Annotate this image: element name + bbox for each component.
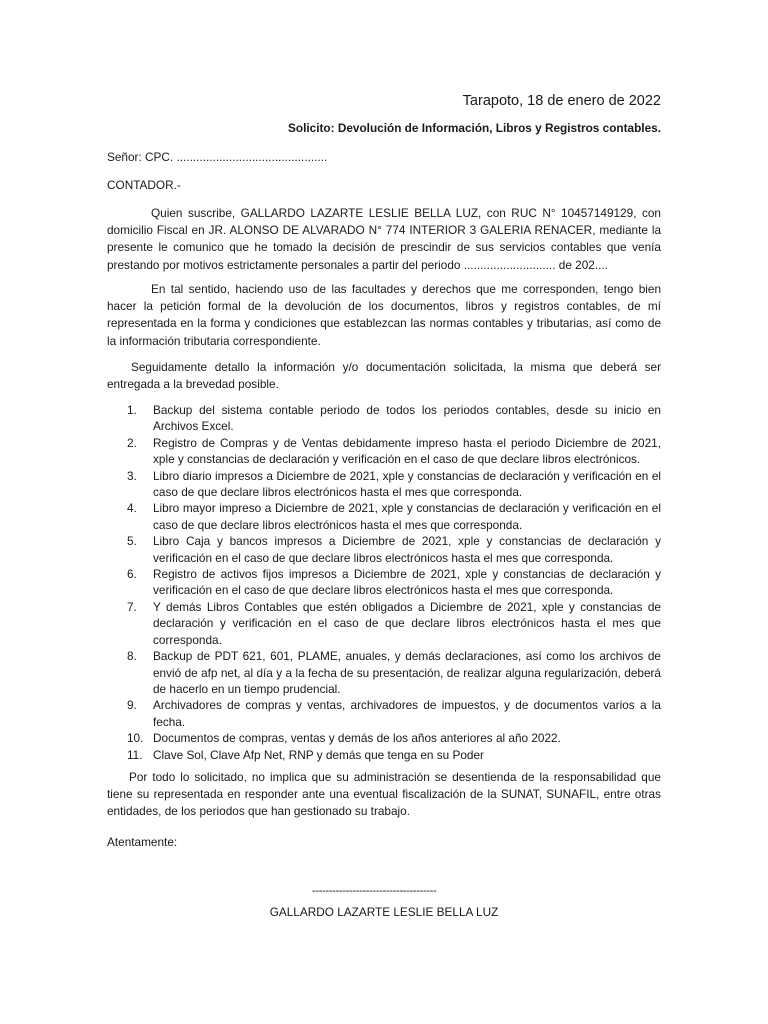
list-item [107,566,661,599]
paragraph-text: Seguidamente detallo la información y/o documentación solicitada, la misma que deberá ser entregada a la brevedad posible. [107,360,661,392]
list-item-text: Y demás Libros Contables que estén obligados a Diciembre de 2021, xple y constancias de declaración y verificación en el caso de que declare libros electrónicos hasta el mes que corresponda. [153,599,661,647]
closing-salutation: Atentamente: [107,835,178,849]
list-item [107,435,661,468]
signatory-name: GALLARDO LAZARTE LESLIE BELLA LUZ [269,905,499,919]
place-date: Tarapoto, 18 de enero de 2022 [462,93,661,109]
list-item-number: 8. [127,649,137,664]
list-item [107,747,661,763]
recipient-line: Señor: CPC. .............................................. [107,150,328,164]
list-item-number: 1. [127,403,137,417]
list-item-number: 3. [127,468,137,483]
list-item [107,533,661,566]
list-item-text: Registro de Compras y de Ventas debidamente impreso hasta el periodo Diciembre de 2021, xple y constancias de declaración y verificación en el caso de que declare libros electrónicos. [153,435,661,467]
list-item-text: Backup del sistema contable periodo de todos los periodos contables, desde su inicio en Archivos Excel. [153,403,661,434]
list-item-text: Libro Caja y bancos impresos a Diciembre de 2021, xple y constancias de declaración y verificación en el caso de que declare libros electrónicos hasta el mes que corresponda. [153,534,661,565]
list-item-text: Clave Sol, Clave Afp Net, RNP y demás que tenga en su Poder [153,747,484,762]
paragraph-detail [107,359,661,393]
list-item-number: 9. [127,698,137,713]
list-item-number: 10. [127,731,144,746]
list-item-text: Documentos de compras, ventas y demás de los años anteriores al año 2022. [153,731,561,746]
list-item [107,730,661,746]
list-item-number: 5. [127,534,137,549]
list-item-number: 6. [127,567,137,582]
paragraph-text: Por todo lo solicitado, no implica que su administración se desentienda de la responsabilidad que tiene su representada en responder ante una eventual fiscalización de la SUNAT, SUNAFIL, entre otras entidades, de los periodos que han gestionado su trabajo. [107,770,661,819]
list-item-text: Backup de PDT 621, 601, PLAME, anuales, y demás declaraciones, así como los archivos de envió de afp net, al día y a la fecha de su presentación, de realizar alguna regularización, deberá de hacerlo en un tiempo prudencial. [153,649,661,696]
list-item-text: Libro diario impresos a Diciembre de 2021, xple y constancias de declaración y verificación en el caso de que declare libros electrónicos hasta el mes que corresponda. [153,468,661,500]
list-item-number: 7. [127,599,137,614]
paragraph-responsibility [107,769,661,821]
list-item-number: 4. [127,501,137,516]
list-item [107,500,661,533]
list-item [107,697,661,730]
list-item [107,599,661,648]
paragraph-request [107,281,661,350]
subject-line: Solicito: Devolución de Información, Libros y Registros contables. [288,121,661,135]
list-item-text: Libro mayor impreso a Diciembre de 2021, xple y constancias de declaración y verificación en el caso de que declare libros electrónicos hasta el mes que corresponda. [153,501,661,532]
list-item-number: 11. [127,747,143,762]
recipient-role: CONTADOR.- [107,178,181,192]
list-item [107,468,661,501]
list-item-text: Registro de activos fijos impresos a Diciembre de 2021, xple y constancias de declaración y verificación en el caso de que declare libros electrónicos hasta el mes que corresponda. [153,567,661,598]
signature-line: ------------------------------------- [312,885,437,897]
paragraph-text: Quien suscribe, GALLARDO LAZARTE LESLIE BELLA LUZ, con RUC N° 10457149129, con domicilio Fiscal en JR. ALONSO DE ALVARADO N° 774 INTERIOR 3 GALERIA RENACER, mediante la presente le comunico que he tomado la decisión de prescindir de sus servicios contables que venía prestando por motivos estrictamente personales a partir del periodo ............................ de 202.... [107,206,661,272]
list-item [107,648,661,697]
list-item [107,402,661,435]
list-item-number: 2. [127,435,137,450]
list-item-text: Archivadores de compras y ventas, archivadores de impuestos, y de documentos varios a la fecha. [153,698,661,729]
paragraph-intro [107,205,661,274]
requested-items-list [107,402,661,763]
paragraph-text: En tal sentido, haciendo uso de las facultades y derechos que me corresponden, tengo bien hacer la petición formal de la devolución de los documentos, libros y registros contables, de mí representada en la forma y condiciones que establezcan las normas contables y tributarias, así como de la información tributaria correspondiente. [107,282,661,348]
